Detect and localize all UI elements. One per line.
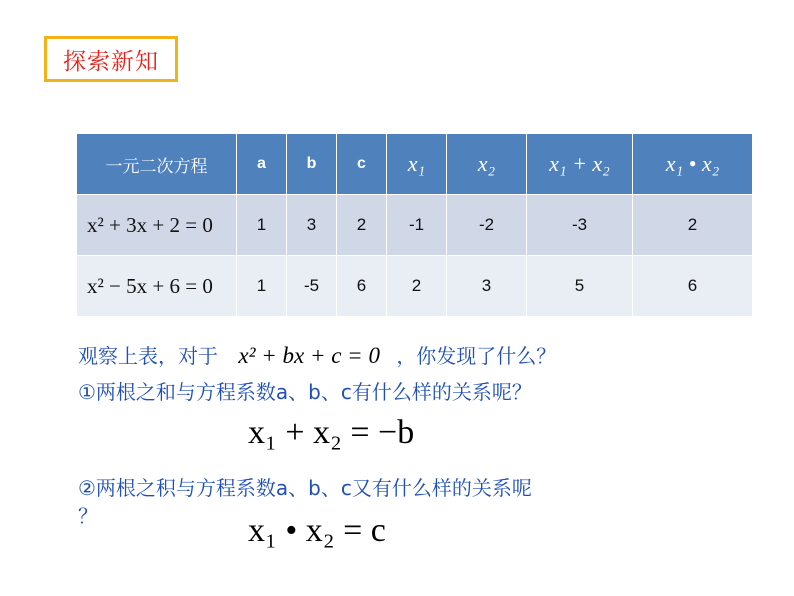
cell-x1: -1 xyxy=(387,195,447,256)
question-2-continuation: ？ xyxy=(78,504,98,528)
table-row xyxy=(77,256,753,317)
question-prefix: 观察上表，对于 xyxy=(78,344,218,368)
cell-a: 1 xyxy=(237,195,287,256)
header-c: c xyxy=(337,134,387,195)
cell-b: 3 xyxy=(287,195,337,256)
section-title: 探索新知 xyxy=(63,48,159,75)
cell-a: 1 xyxy=(237,256,287,317)
question-1: ①两根之和与方程系数a、b、c有什么样的关系呢？ xyxy=(78,380,532,404)
cell-x1: 2 xyxy=(387,256,447,317)
cell-product: 2 xyxy=(633,195,753,256)
header-b: b xyxy=(287,134,337,195)
header-a: a xyxy=(237,134,287,195)
header-sum: x₁ + x₂ xyxy=(527,134,633,195)
cell-c: 6 xyxy=(337,256,387,317)
question-line xyxy=(78,340,556,369)
cell-b: -5 xyxy=(287,256,337,317)
general-equation: x² + bx + c = 0 xyxy=(238,343,380,368)
equation-table xyxy=(76,133,753,317)
equation-cell: x² + 3x + 2 = 0 xyxy=(77,195,237,256)
header-x2: x₂ xyxy=(447,134,527,195)
question-suffix: ，你发现了什么？ xyxy=(396,344,557,368)
header-product: x₁ • x₂ xyxy=(633,134,753,195)
cell-c: 2 xyxy=(337,195,387,256)
table-row xyxy=(77,195,753,256)
sum-formula: x₁ + x₂ = −b xyxy=(248,414,415,451)
product-formula: x₁ • x₂ = c xyxy=(248,512,386,549)
question-2: ②两根之积与方程系数a、b、c又有什么样的关系呢 xyxy=(78,476,532,500)
cell-x2: -2 xyxy=(447,195,527,256)
title-box xyxy=(44,36,178,82)
header-equation: 一元二次方程 xyxy=(77,134,237,195)
cell-sum: 5 xyxy=(527,256,633,317)
cell-sum: -3 xyxy=(527,195,633,256)
cell-product: 6 xyxy=(633,256,753,317)
table-header-row xyxy=(77,134,753,195)
header-x1: x₁ xyxy=(387,134,447,195)
cell-x2: 3 xyxy=(447,256,527,317)
equation-cell: x² − 5x + 6 = 0 xyxy=(77,256,237,317)
